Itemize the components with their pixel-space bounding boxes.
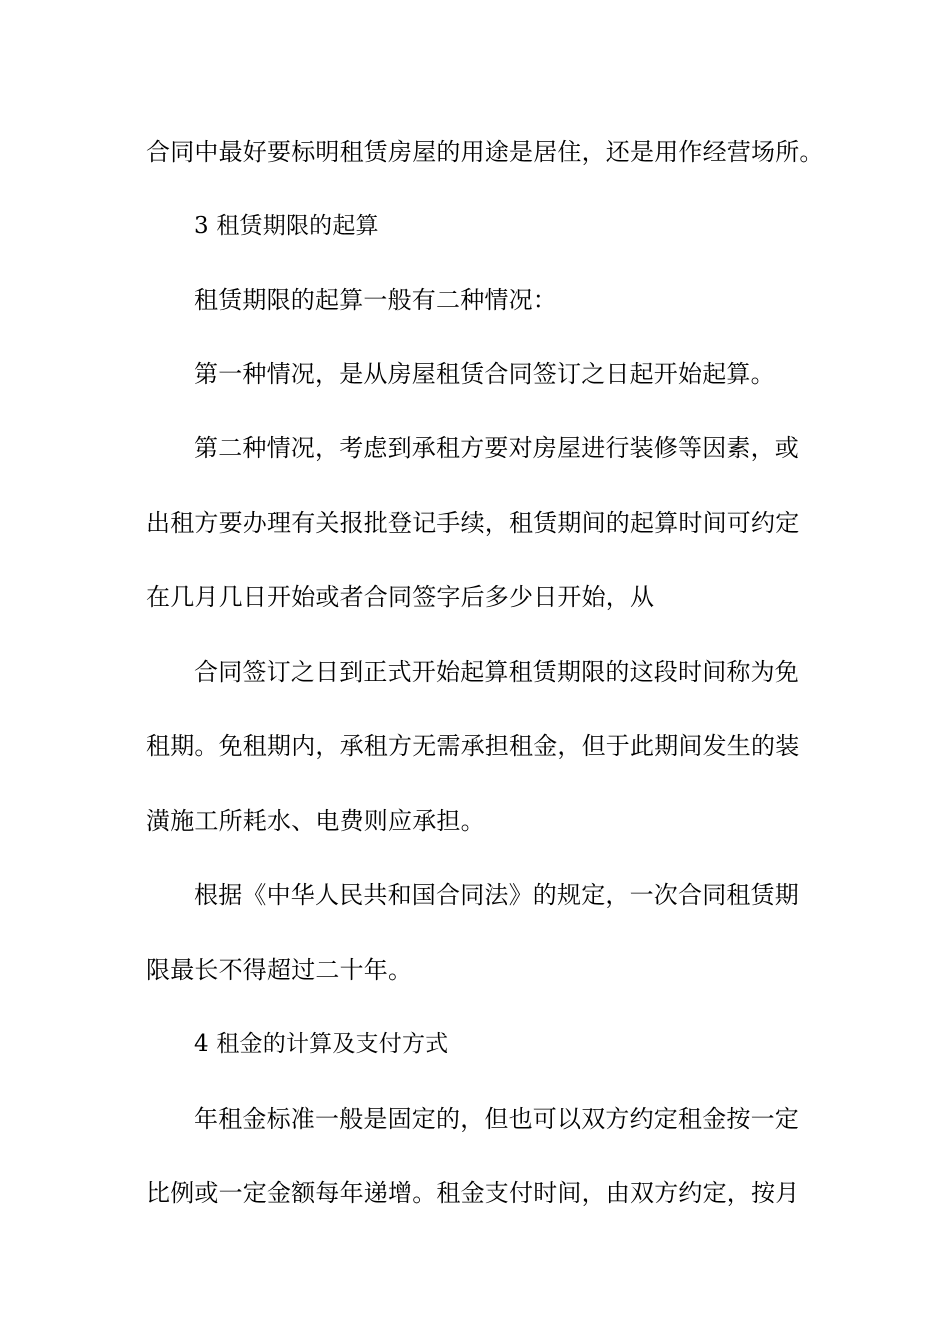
paragraph-line: 合同中最好要标明租赁房屋的用途是居住，还是用作经营场所。 [146, 138, 824, 166]
paragraph-line: 在几月几日开始或者合同签字后多少日开始，从 [146, 583, 655, 611]
paragraph-line: 限最长不得超过二十年。 [146, 956, 413, 984]
paragraph-line: 租期。免租期内，承租方无需承担租金，但于此期间发生的装 [146, 732, 800, 760]
paragraph-line: 第二种情况，考虑到承租方要对房屋进行装修等因素，或 [194, 434, 799, 462]
paragraph-line: 出租方要办理有关报批登记手续，租赁期间的起算时间可约定 [146, 509, 800, 537]
section-heading: 3 租赁期限的起算 [194, 213, 379, 239]
paragraph-line: 潢施工所耗水、电费则应承担。 [146, 807, 485, 835]
paragraph-line: 租赁期限的起算一般有二种情况： [194, 286, 557, 314]
paragraph-line: 比例或一定金额每年递增。租金支付时间，由双方约定，按月 [146, 1179, 800, 1207]
paragraph-line: 合同签订之日到正式开始起算租赁期限的这段时间称为免 [194, 658, 799, 686]
paragraph-line: 第一种情况，是从房屋租赁合同签订之日起开始起算。 [194, 360, 775, 388]
paragraph-line: 根据《中华人民共和国合同法》的规定，一次合同租赁期 [194, 881, 799, 909]
paragraph-line: 年租金标准一般是固定的，但也可以双方约定租金按一定 [194, 1105, 799, 1133]
section-heading: 4 租金的计算及支付方式 [194, 1031, 449, 1057]
